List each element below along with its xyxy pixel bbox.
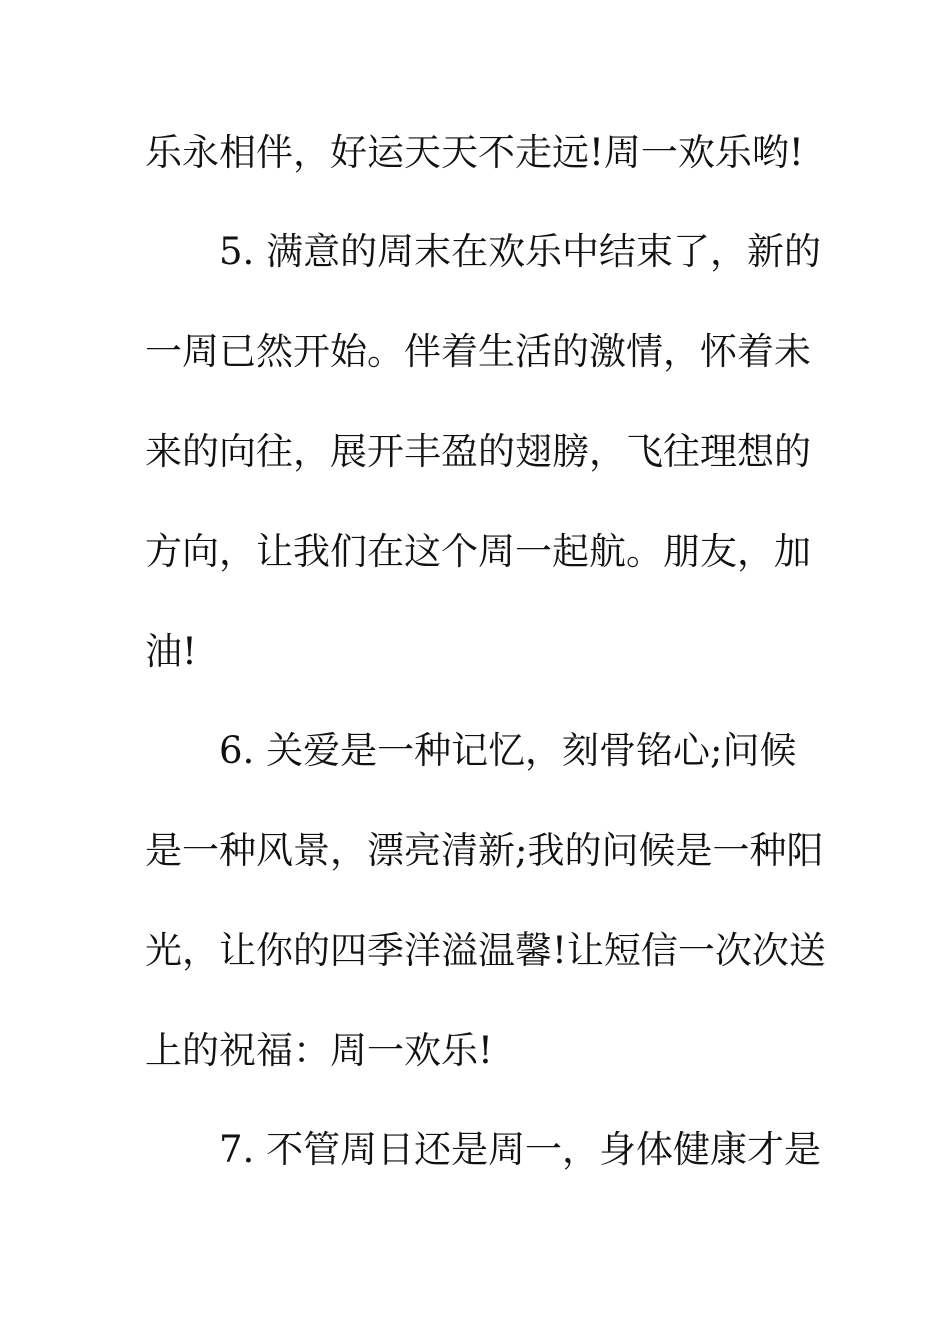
text-line: 7. 不管周日还是周一，身体健康才是 — [145, 1128, 822, 1171]
text-line: 油! — [145, 630, 197, 673]
text-line: 光，让你的四季洋溢温馨!让短信一次次送 — [145, 929, 826, 972]
text-line: 6. 关爱是一种记忆，刻骨铭心;问候 — [145, 729, 797, 772]
text-line: 一周已然开始。伴着生活的激情，怀着未 — [145, 330, 811, 373]
text-line: 方向，让我们在这个周一起航。朋友，加 — [145, 530, 811, 573]
text-line: 是一种风景，漂亮清新;我的问候是一种阳 — [145, 829, 824, 872]
text-line: 上的祝福：周一欢乐! — [145, 1029, 493, 1072]
text-line: 5. 满意的周末在欢乐中结束了，新的 — [145, 230, 822, 273]
text-line: 来的向往，展开丰盈的翅膀，飞往理想的 — [145, 430, 811, 473]
text-line: 乐永相伴，好运天天不走远!周一欢乐哟! — [145, 131, 804, 174]
